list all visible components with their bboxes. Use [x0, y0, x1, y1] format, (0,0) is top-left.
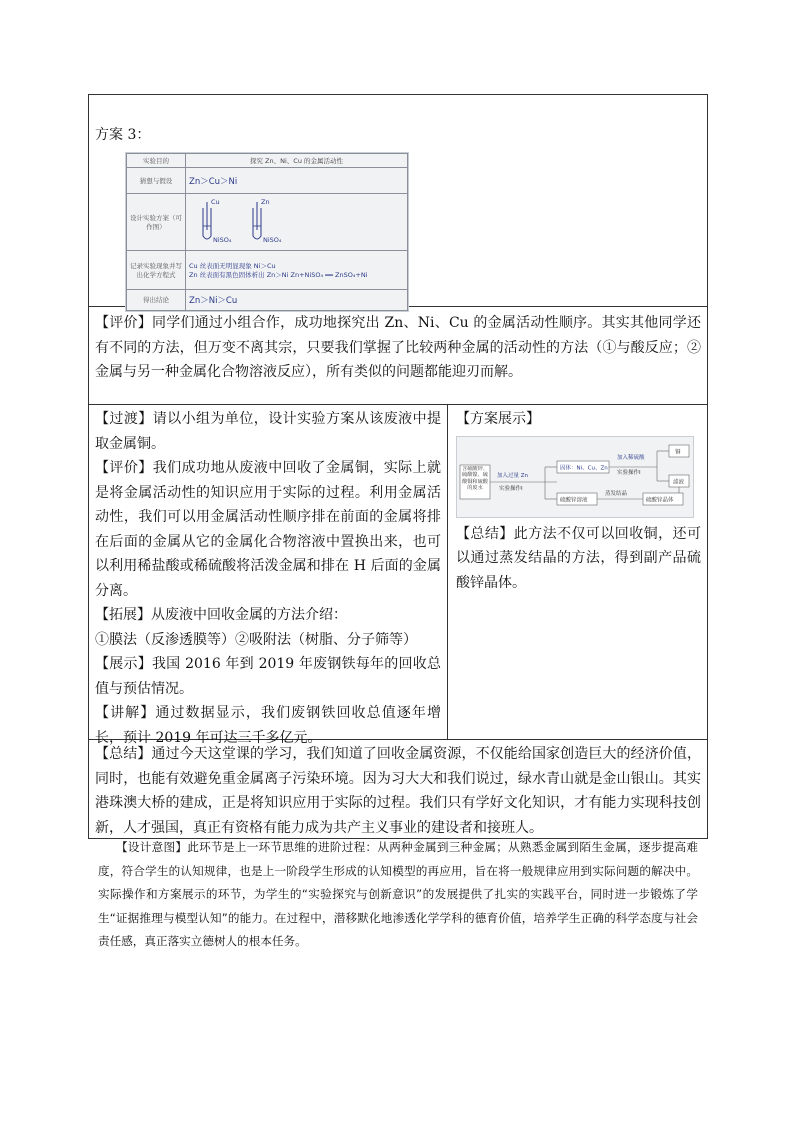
lesson-table	[88, 94, 708, 839]
ws-label-record: 记录实验现象并写出化学方程式	[127, 251, 186, 290]
recovery-left-cell	[89, 405, 448, 746]
transition-text: 【过渡】请以小组为单位，设计实验方案从该废液中提取金属铜。	[95, 411, 441, 452]
flow-waste-box: 含硫酸锌、硫酸镍、硫酸铜和硫酸的废水	[462, 465, 488, 491]
test-tubes-sketch	[189, 196, 309, 246]
flow-filtrate: 滤液	[673, 479, 685, 485]
extension-text: 【拓展】从废液中回收金属的方法介绍：	[95, 607, 347, 623]
plan3-row	[89, 95, 707, 307]
recovery-right-cell	[448, 405, 707, 739]
flow-copper: 铜	[675, 449, 681, 455]
worksheet-table	[126, 153, 408, 311]
tube-label-niso4-1: NiSO₄	[213, 236, 232, 245]
design-intent-note: 【设计意图】此环节是上一环节思维的进阶过程：从两种金属到三种金属；从熟悉金属到陌生金属，逐步提高难度，符合学生的认知规律，也是上一阶段学生形成的认知模型的再应用，旨在将一般规律应用到实际问题的解决中。实际操作和方案展示的环节，为学生的“实验探究与创新意识”的发展提供了扎实的实践平台，同时进一步锻炼了学生“证据推理与模型认知”的能力。在过程中，潜移默化地渗透化学学科的德育价值，培养学生正确的科学态度与社会责任感，真正落实立德树人的根本任务。	[98, 840, 698, 948]
ws-label-hypothesis: 猜想与假设	[127, 167, 186, 194]
ws-label-purpose: 实验目的	[127, 153, 186, 167]
worksheet-photo	[125, 152, 409, 312]
ws-label-conclusion: 得出结论	[127, 290, 186, 310]
flow-solid: 固体：Ni、Cu、Zn	[560, 465, 608, 471]
flowchart-photo	[456, 436, 694, 518]
flow-znso4-solution: 硫酸锌溶液	[560, 497, 588, 503]
display-text: 【展示】我国 2016 年到 2019 年废钢铁每年的回收总值与预估情况。	[95, 656, 441, 697]
flow-op1: 实验操作Ⅰ	[499, 485, 523, 492]
recovery-row	[89, 405, 707, 746]
evaluation-text: 【评价】同学们通过小组合作，成功地探究出 Zn、Ni、Cu 的金属活动性顺序。其实其他同学还有不同的方法，但万变不离其宗，只要我们掌握了比较两种金属的活动性的方法（①与酸反应；②金属与另一种金属化合物溶液反应），所有类似的问题都能迎刃而解。	[95, 315, 701, 380]
summary-text: 【总结】通过今天这堂课的学习，我们知道了回收金属资源，不仅能给国家创造巨大的经济价值，同时，也能有效避免重金属离子污染环境。因为习大大和我们说过，绿水青山就是金山银山。其实港珠澳大桥的建成，正是将知识应用于实际的过程。我们只有学好文化知识，才有能力实现科技创新，人才强国，真正有资格有能力成为共产主义事业的建设者和接班人。	[95, 746, 701, 836]
flow-crystal: 硫酸锌晶体	[646, 497, 674, 503]
summary-row	[89, 740, 707, 838]
flow-add-zn: 加入过量 Zn	[497, 472, 529, 479]
flowchart	[457, 437, 693, 517]
methods-text: ①膜法（反渗透膜等）②吸附法（树脂、分子筛等）	[95, 631, 417, 648]
tube-label-zn: Zn	[261, 198, 270, 207]
plan-display-title: 【方案展示】	[456, 411, 540, 427]
ws-value-hypothesis: Zn＞Cu＞Ni	[189, 176, 238, 187]
tube-label-cu: Cu	[211, 198, 220, 207]
ws-value-purpose: 探究 Zn、Ni、Cu 的金属活动性	[186, 153, 408, 167]
evaluation2-text: 【评价】我们成功地从废液中回收了金属铜，实际上就是将金属活动性的知识应用于实际的过程。利用金属活动性，我们可以用金属活动性顺序排在前面的金属将排在后面的金属从它的金属化合物溶液中置换出来，也可以利用稀盐酸或稀硫酸将活泼金属和排在 H 后面的金属分离。	[95, 460, 441, 599]
plan-summary-text: 【总结】此方法不仅可以回收铜，还可以通过蒸发结晶的方法，得到副产品硫酸锌晶体。	[456, 525, 701, 591]
explain-text: 【讲解】通过数据显示，我们废钢铁回收总值逐年增长，预计 2019 年可达三千多亿元。	[95, 705, 441, 746]
flow-evaporate: 蒸发结晶	[605, 490, 628, 497]
ws-label-design: 设计实验方案（可作图）	[127, 194, 186, 251]
flow-op2: 实验操作Ⅰ	[617, 469, 641, 476]
tube-label-niso4-2: NiSO₄	[263, 236, 282, 245]
ws-value-record: Cu 丝表面无明显现象 Ni＞Cu Zn 丝表面有黑色固体析出 Zn＞Ni Zn+NiSO₄ ══ ZnSO₄+Ni	[189, 262, 368, 280]
plan3-title: 方案 3：	[95, 127, 151, 143]
ws-value-conclusion: Zn＞Ni＞Cu	[189, 295, 238, 306]
flow-add-h2so4: 加入稀硫酸	[617, 454, 645, 461]
evaluation-row	[89, 307, 707, 405]
ws-value-design	[186, 194, 408, 251]
